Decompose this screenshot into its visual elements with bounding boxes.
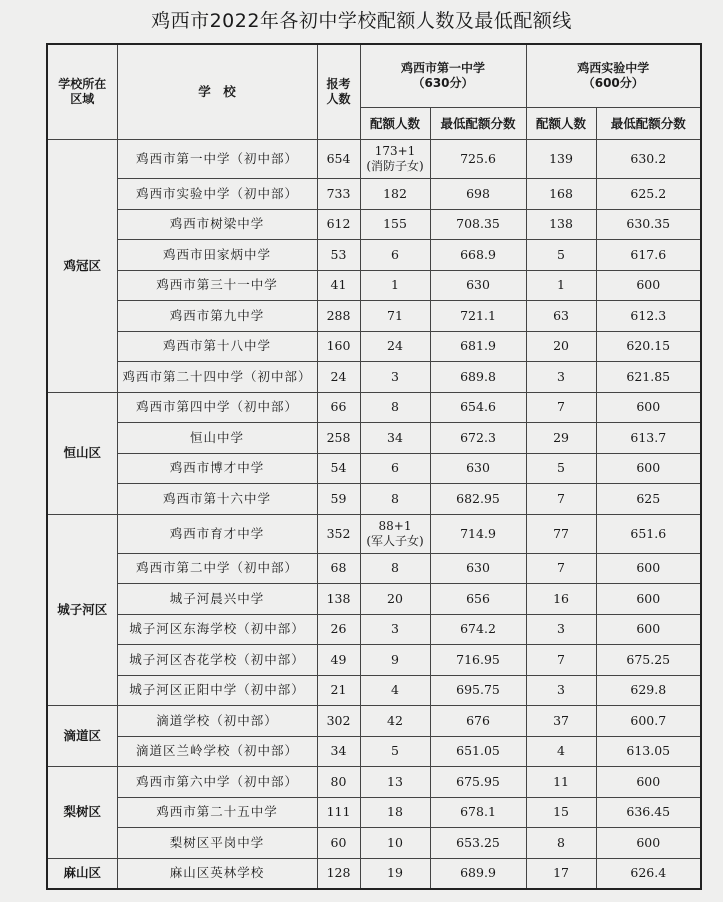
header-applicants-line2: 人数 xyxy=(326,92,351,106)
minscore1-cell: 656 xyxy=(430,584,526,615)
applicants-cell: 138 xyxy=(317,584,360,615)
table-row xyxy=(47,331,701,362)
school-name-cell: 鸡西市第九中学 xyxy=(117,301,317,332)
quota1-cell: 3 xyxy=(360,614,430,645)
quota1-cell: 42 xyxy=(360,706,430,737)
applicants-cell: 612 xyxy=(317,209,360,240)
quota2-cell: 63 xyxy=(526,301,596,332)
applicants-cell: 160 xyxy=(317,331,360,362)
minscore1-cell: 716.95 xyxy=(430,645,526,676)
school-name-cell: 鸡西市田家炳中学 xyxy=(117,240,317,271)
quota1-note: (消防子女) xyxy=(366,159,424,173)
quota1-cell: 182 xyxy=(360,179,430,210)
minscore2-cell: 600 xyxy=(596,453,701,484)
applicants-cell: 26 xyxy=(317,614,360,645)
minscore1-cell: 630 xyxy=(430,553,526,584)
school-name-cell: 梨树区平岗中学 xyxy=(117,828,317,859)
header-group2-score: （600分） xyxy=(582,76,644,90)
region-cell: 麻山区 xyxy=(47,858,117,889)
table-row xyxy=(47,484,701,515)
school-name-cell: 鸡西市博才中学 xyxy=(117,453,317,484)
table-row xyxy=(47,553,701,584)
minscore1-cell: 674.2 xyxy=(430,614,526,645)
minscore2-cell: 620.15 xyxy=(596,331,701,362)
table-row xyxy=(47,362,701,393)
table-row xyxy=(47,179,701,210)
quota2-cell: 7 xyxy=(526,484,596,515)
quota2-cell: 16 xyxy=(526,584,596,615)
quota1-cell: 10 xyxy=(360,828,430,859)
page-title: 鸡西市2022年各初中学校配额人数及最低配额线 xyxy=(151,10,572,32)
minscore2-cell: 636.45 xyxy=(596,797,701,828)
quota1-cell: 20 xyxy=(360,584,430,615)
school-name-cell: 恒山中学 xyxy=(117,423,317,454)
table-row xyxy=(47,614,701,645)
quota1-cell: 9 xyxy=(360,645,430,676)
quota1-cell xyxy=(360,140,430,179)
quota1-cell: 3 xyxy=(360,362,430,393)
region-cell: 恒山区 xyxy=(47,392,117,514)
minscore2-cell: 600 xyxy=(596,553,701,584)
quota2-cell: 139 xyxy=(526,140,596,179)
quota2-cell: 8 xyxy=(526,828,596,859)
school-name-cell: 鸡西市第十八中学 xyxy=(117,331,317,362)
school-name-cell: 鸡西市第三十一中学 xyxy=(117,270,317,301)
school-name-cell: 鸡西市育才中学 xyxy=(117,514,317,553)
minscore1-cell: 672.3 xyxy=(430,423,526,454)
applicants-cell: 352 xyxy=(317,514,360,553)
header-group1-score: （630分） xyxy=(412,76,474,90)
quota2-cell: 3 xyxy=(526,614,596,645)
header-group2-name: 鸡西实验中学 xyxy=(577,61,650,75)
applicants-cell: 288 xyxy=(317,301,360,332)
quota2-cell: 5 xyxy=(526,240,596,271)
table-row xyxy=(47,209,701,240)
minscore2-cell: 613.05 xyxy=(596,736,701,767)
quota2-cell: 20 xyxy=(526,331,596,362)
minscore1-cell: 708.35 xyxy=(430,209,526,240)
school-name-cell: 鸡西市第二十四中学（初中部） xyxy=(117,362,317,393)
table-row xyxy=(47,675,701,706)
applicants-cell: 34 xyxy=(317,736,360,767)
table-row xyxy=(47,584,701,615)
minscore2-cell: 600 xyxy=(596,828,701,859)
table-row xyxy=(47,736,701,767)
minscore1-cell: 630 xyxy=(430,270,526,301)
minscore1-cell: 682.95 xyxy=(430,484,526,515)
applicants-cell: 654 xyxy=(317,140,360,179)
minscore1-cell: 675.95 xyxy=(430,767,526,798)
minscore1-cell: 725.6 xyxy=(430,140,526,179)
quota1-cell: 34 xyxy=(360,423,430,454)
minscore2-cell: 617.6 xyxy=(596,240,701,271)
school-name-cell: 滴道学校（初中部） xyxy=(117,706,317,737)
minscore2-cell: 600 xyxy=(596,614,701,645)
minscore1-cell: 676 xyxy=(430,706,526,737)
header-group1 xyxy=(360,44,526,108)
applicants-cell: 24 xyxy=(317,362,360,393)
table-row xyxy=(47,514,701,553)
minscore1-cell: 689.8 xyxy=(430,362,526,393)
quota1-cell: 155 xyxy=(360,209,430,240)
minscore1-cell: 689.9 xyxy=(430,858,526,889)
quota1-cell: 18 xyxy=(360,797,430,828)
quota1-cell: 8 xyxy=(360,553,430,584)
applicants-cell: 41 xyxy=(317,270,360,301)
quota1-cell: 6 xyxy=(360,240,430,271)
applicants-cell: 733 xyxy=(317,179,360,210)
quota1-cell: 24 xyxy=(360,331,430,362)
applicants-cell: 66 xyxy=(317,392,360,423)
school-name-cell: 滴道区兰岭学校（初中部） xyxy=(117,736,317,767)
school-name-cell: 城子河区杏花学校（初中部） xyxy=(117,645,317,676)
quota1-cell: 13 xyxy=(360,767,430,798)
quota2-cell: 5 xyxy=(526,453,596,484)
table-row xyxy=(47,140,701,179)
applicants-cell: 53 xyxy=(317,240,360,271)
table-row xyxy=(47,453,701,484)
quota1-cell: 1 xyxy=(360,270,430,301)
minscore1-cell: 721.1 xyxy=(430,301,526,332)
minscore1-cell: 678.1 xyxy=(430,797,526,828)
minscore1-cell: 714.9 xyxy=(430,514,526,553)
applicants-cell: 68 xyxy=(317,553,360,584)
header-region-line2: 区域 xyxy=(70,92,95,106)
minscore2-cell: 621.85 xyxy=(596,362,701,393)
table-row xyxy=(47,270,701,301)
table-row xyxy=(47,858,701,889)
quota2-cell: 1 xyxy=(526,270,596,301)
minscore2-cell: 626.4 xyxy=(596,858,701,889)
quota2-cell: 11 xyxy=(526,767,596,798)
quota2-cell: 138 xyxy=(526,209,596,240)
applicants-cell: 59 xyxy=(317,484,360,515)
header-quota-2: 配额人数 xyxy=(526,108,596,140)
school-name-cell: 鸡西市第十六中学 xyxy=(117,484,317,515)
region-cell: 鸡冠区 xyxy=(47,140,117,393)
quota1-cell xyxy=(360,514,430,553)
quota2-cell: 15 xyxy=(526,797,596,828)
quota-table xyxy=(46,43,702,890)
table-row xyxy=(47,645,701,676)
quota2-cell: 3 xyxy=(526,362,596,393)
quota2-cell: 168 xyxy=(526,179,596,210)
quota1-cell: 71 xyxy=(360,301,430,332)
applicants-cell: 80 xyxy=(317,767,360,798)
quota2-cell: 7 xyxy=(526,392,596,423)
minscore2-cell: 625 xyxy=(596,484,701,515)
quota2-cell: 4 xyxy=(526,736,596,767)
minscore1-cell: 681.9 xyxy=(430,331,526,362)
quota2-cell: 37 xyxy=(526,706,596,737)
header-region xyxy=(47,44,117,140)
header-applicants xyxy=(317,44,360,140)
school-name-cell: 鸡西市第一中学（初中部） xyxy=(117,140,317,179)
quota1-note: (军人子女) xyxy=(366,533,424,548)
applicants-cell: 54 xyxy=(317,453,360,484)
table-row xyxy=(47,797,701,828)
minscore2-cell: 651.6 xyxy=(596,514,701,553)
table-row xyxy=(47,240,701,271)
school-name-cell: 城子河晨兴中学 xyxy=(117,584,317,615)
quota1-value: 173+1 xyxy=(374,144,416,158)
minscore1-cell: 698 xyxy=(430,179,526,210)
minscore1-cell: 668.9 xyxy=(430,240,526,271)
quota2-cell: 29 xyxy=(526,423,596,454)
minscore1-cell: 651.05 xyxy=(430,736,526,767)
table-row xyxy=(47,767,701,798)
school-name-cell: 麻山区英林学校 xyxy=(117,858,317,889)
applicants-cell: 21 xyxy=(317,675,360,706)
quota1-value: 88+1 xyxy=(378,518,412,533)
school-name-cell: 城子河区正阳中学（初中部） xyxy=(117,675,317,706)
header-quota-1: 配额人数 xyxy=(360,108,430,140)
minscore1-cell: 695.75 xyxy=(430,675,526,706)
minscore2-cell: 612.3 xyxy=(596,301,701,332)
minscore1-cell: 654.6 xyxy=(430,392,526,423)
minscore2-cell: 600 xyxy=(596,767,701,798)
quota1-cell: 4 xyxy=(360,675,430,706)
quota2-cell: 7 xyxy=(526,645,596,676)
school-name-cell: 鸡西市第六中学（初中部） xyxy=(117,767,317,798)
region-cell: 城子河区 xyxy=(47,514,117,706)
minscore2-cell: 629.8 xyxy=(596,675,701,706)
header-school: 学 校 xyxy=(117,44,317,140)
quota2-cell: 3 xyxy=(526,675,596,706)
minscore2-cell: 600 xyxy=(596,270,701,301)
school-name-cell: 鸡西市第二十五中学 xyxy=(117,797,317,828)
header-group1-name: 鸡西市第一中学 xyxy=(401,61,486,75)
region-cell: 梨树区 xyxy=(47,767,117,859)
minscore2-cell: 625.2 xyxy=(596,179,701,210)
minscore2-cell: 600.7 xyxy=(596,706,701,737)
applicants-cell: 49 xyxy=(317,645,360,676)
applicants-cell: 111 xyxy=(317,797,360,828)
quota1-cell: 5 xyxy=(360,736,430,767)
school-name-cell: 鸡西市第四中学（初中部） xyxy=(117,392,317,423)
applicants-cell: 258 xyxy=(317,423,360,454)
minscore2-cell: 600 xyxy=(596,392,701,423)
table-body xyxy=(47,140,701,890)
table-row xyxy=(47,301,701,332)
header-region-line1: 学校所在 xyxy=(58,77,107,91)
school-name-cell: 鸡西市树梁中学 xyxy=(117,209,317,240)
header-minscore-1: 最低配额分数 xyxy=(430,108,526,140)
school-name-cell: 鸡西市实验中学（初中部） xyxy=(117,179,317,210)
header-group2 xyxy=(526,44,701,108)
quota1-cell: 8 xyxy=(360,392,430,423)
header-applicants-line1: 报考 xyxy=(326,77,351,91)
minscore2-cell: 630.35 xyxy=(596,209,701,240)
minscore2-cell: 675.25 xyxy=(596,645,701,676)
quota2-cell: 17 xyxy=(526,858,596,889)
quota1-cell: 6 xyxy=(360,453,430,484)
table-row xyxy=(47,392,701,423)
quota2-cell: 7 xyxy=(526,553,596,584)
minscore2-cell: 613.7 xyxy=(596,423,701,454)
minscore1-cell: 653.25 xyxy=(430,828,526,859)
header-minscore-2: 最低配额分数 xyxy=(596,108,701,140)
table-row xyxy=(47,706,701,737)
region-cell: 滴道区 xyxy=(47,706,117,767)
school-name-cell: 城子河区东海学校（初中部） xyxy=(117,614,317,645)
table-row xyxy=(47,828,701,859)
minscore1-cell: 630 xyxy=(430,453,526,484)
school-name-cell: 鸡西市第二中学（初中部） xyxy=(117,553,317,584)
minscore2-cell: 600 xyxy=(596,584,701,615)
applicants-cell: 128 xyxy=(317,858,360,889)
quota2-cell: 77 xyxy=(526,514,596,553)
quota1-cell: 8 xyxy=(360,484,430,515)
quota1-cell: 19 xyxy=(360,858,430,889)
table-row xyxy=(47,423,701,454)
applicants-cell: 60 xyxy=(317,828,360,859)
applicants-cell: 302 xyxy=(317,706,360,737)
minscore2-cell: 630.2 xyxy=(596,140,701,179)
